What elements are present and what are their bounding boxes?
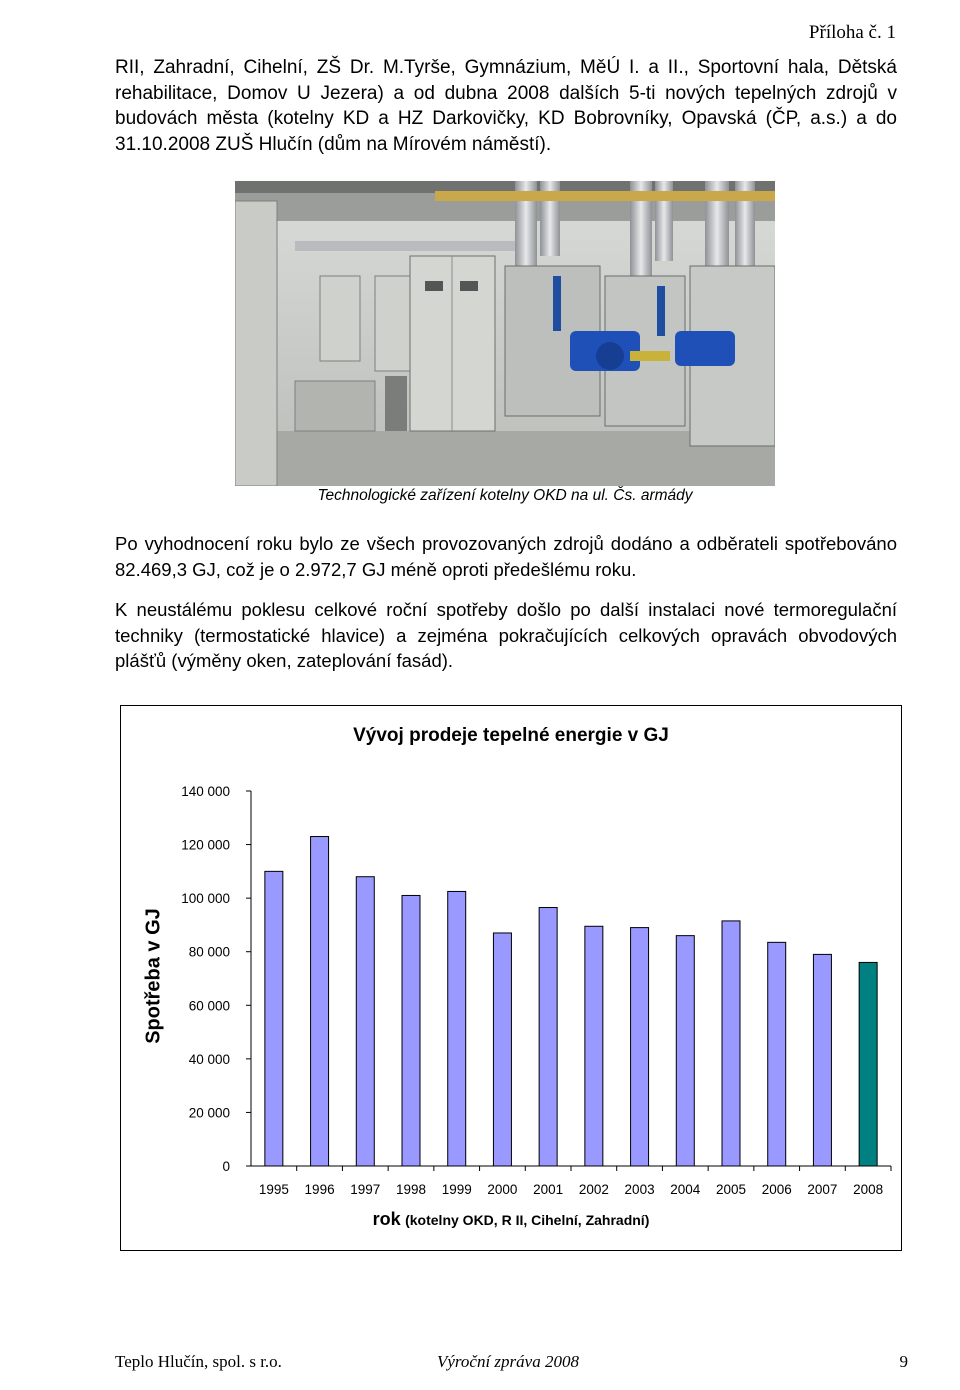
- bar-2008: [859, 962, 877, 1166]
- footer-report-title: Výroční zpráva 2008: [437, 1352, 579, 1371]
- reason-paragraph: K neustálému poklesu celkové roční spotřeby došlo po další instalaci nové termoregulační techniky (termostatické hlavice) a zejména pokračujících celkových opravách obvodových plášťů (výměny oken, zateplování fasád).: [115, 599, 897, 671]
- bar-1997: [356, 877, 374, 1166]
- y-tick-label: 100 000: [181, 891, 230, 907]
- chart-y-axis-label: Spotřeba v GJ: [142, 908, 165, 1044]
- summary-paragraph: Po vyhodnocení roku bylo ze všech provozovaných zdrojů dodáno a odběrateli spotřebováno 82.469,3 GJ, což je o 2.972,7 GJ méně oproti předešlému roku.: [115, 533, 897, 580]
- chart-plot: [121, 706, 901, 1206]
- x-tick-label-2000: 2000: [487, 1182, 518, 1197]
- bar-2001: [539, 908, 557, 1166]
- bar-2002: [585, 926, 603, 1166]
- heat-sales-chart: [120, 705, 902, 1251]
- y-tick-label: 140 000: [181, 784, 230, 799]
- x-axis-label-sub: (kotelny OKD, R II, Cihelní, Zahradní): [405, 1212, 650, 1228]
- footer-page-number: 9: [899, 1352, 908, 1371]
- bar-1995: [265, 871, 283, 1166]
- bar-1996: [311, 837, 329, 1166]
- y-tick-label: 80 000: [188, 944, 230, 960]
- x-tick-label-2003: 2003: [624, 1182, 655, 1197]
- bar-1999: [448, 891, 466, 1166]
- y-tick-label: 20 000: [188, 1105, 230, 1121]
- x-tick-label-2004: 2004: [670, 1182, 701, 1197]
- attachment-label: Příloha č. 1: [808, 22, 896, 43]
- chart-title: Vývoj prodeje tepelné energie v GJ: [353, 725, 669, 746]
- footer-company: Teplo Hlučín, spol. s r.o.: [115, 1352, 282, 1371]
- photo-caption: Technologické zařízení kotelny OKD na ul. Čs. armády: [317, 487, 693, 504]
- y-tick-label: 60 000: [188, 998, 230, 1014]
- x-tick-label-2008: 2008: [853, 1182, 884, 1197]
- x-tick-label-2006: 2006: [761, 1182, 792, 1197]
- y-tick-label: 40 000: [188, 1051, 230, 1067]
- x-tick-label-2001: 2001: [533, 1182, 564, 1197]
- bar-2007: [813, 954, 831, 1166]
- y-tick-label: 0: [222, 1159, 230, 1174]
- y-tick-label: 120 000: [181, 837, 230, 853]
- intro-paragraph: RII, Zahradní, Cihelní, ZŠ Dr. M.Tyrše, Gymnázium, MěÚ I. a II., Sportovní hala, Dětská rehabilitace, Domov U Jezera) a od dubna 2008 dalších 5-ti nových tepelných zdrojů v budovách města (kotelny KD a HZ Darkovičky, KD Bobrovníky, Opavská (ČP, a.s.) a do 31.10.2008 ZUŠ Hlučín (dům na Mírovém náměstí).: [115, 57, 897, 155]
- bar-2003: [631, 928, 649, 1166]
- bar-2005: [722, 921, 740, 1166]
- bar-1998: [402, 895, 420, 1166]
- x-tick-label-2007: 2007: [807, 1182, 838, 1197]
- x-tick-label-1996: 1996: [304, 1182, 335, 1197]
- bar-2004: [676, 936, 694, 1166]
- x-tick-label-2002: 2002: [578, 1182, 609, 1197]
- bar-2000: [493, 933, 511, 1166]
- x-axis-label-main: rok: [372, 1209, 401, 1229]
- x-tick-label-1998: 1998: [395, 1182, 427, 1197]
- x-tick-label-2005: 2005: [715, 1182, 747, 1197]
- x-tick-label-1997: 1997: [350, 1182, 381, 1197]
- x-tick-label-1999: 1999: [441, 1182, 472, 1197]
- boiler-room-photo: [235, 181, 775, 486]
- x-tick-label-1995: 1995: [258, 1182, 289, 1197]
- chart-x-axis-label: [121, 1209, 901, 1230]
- bar-2006: [768, 942, 786, 1166]
